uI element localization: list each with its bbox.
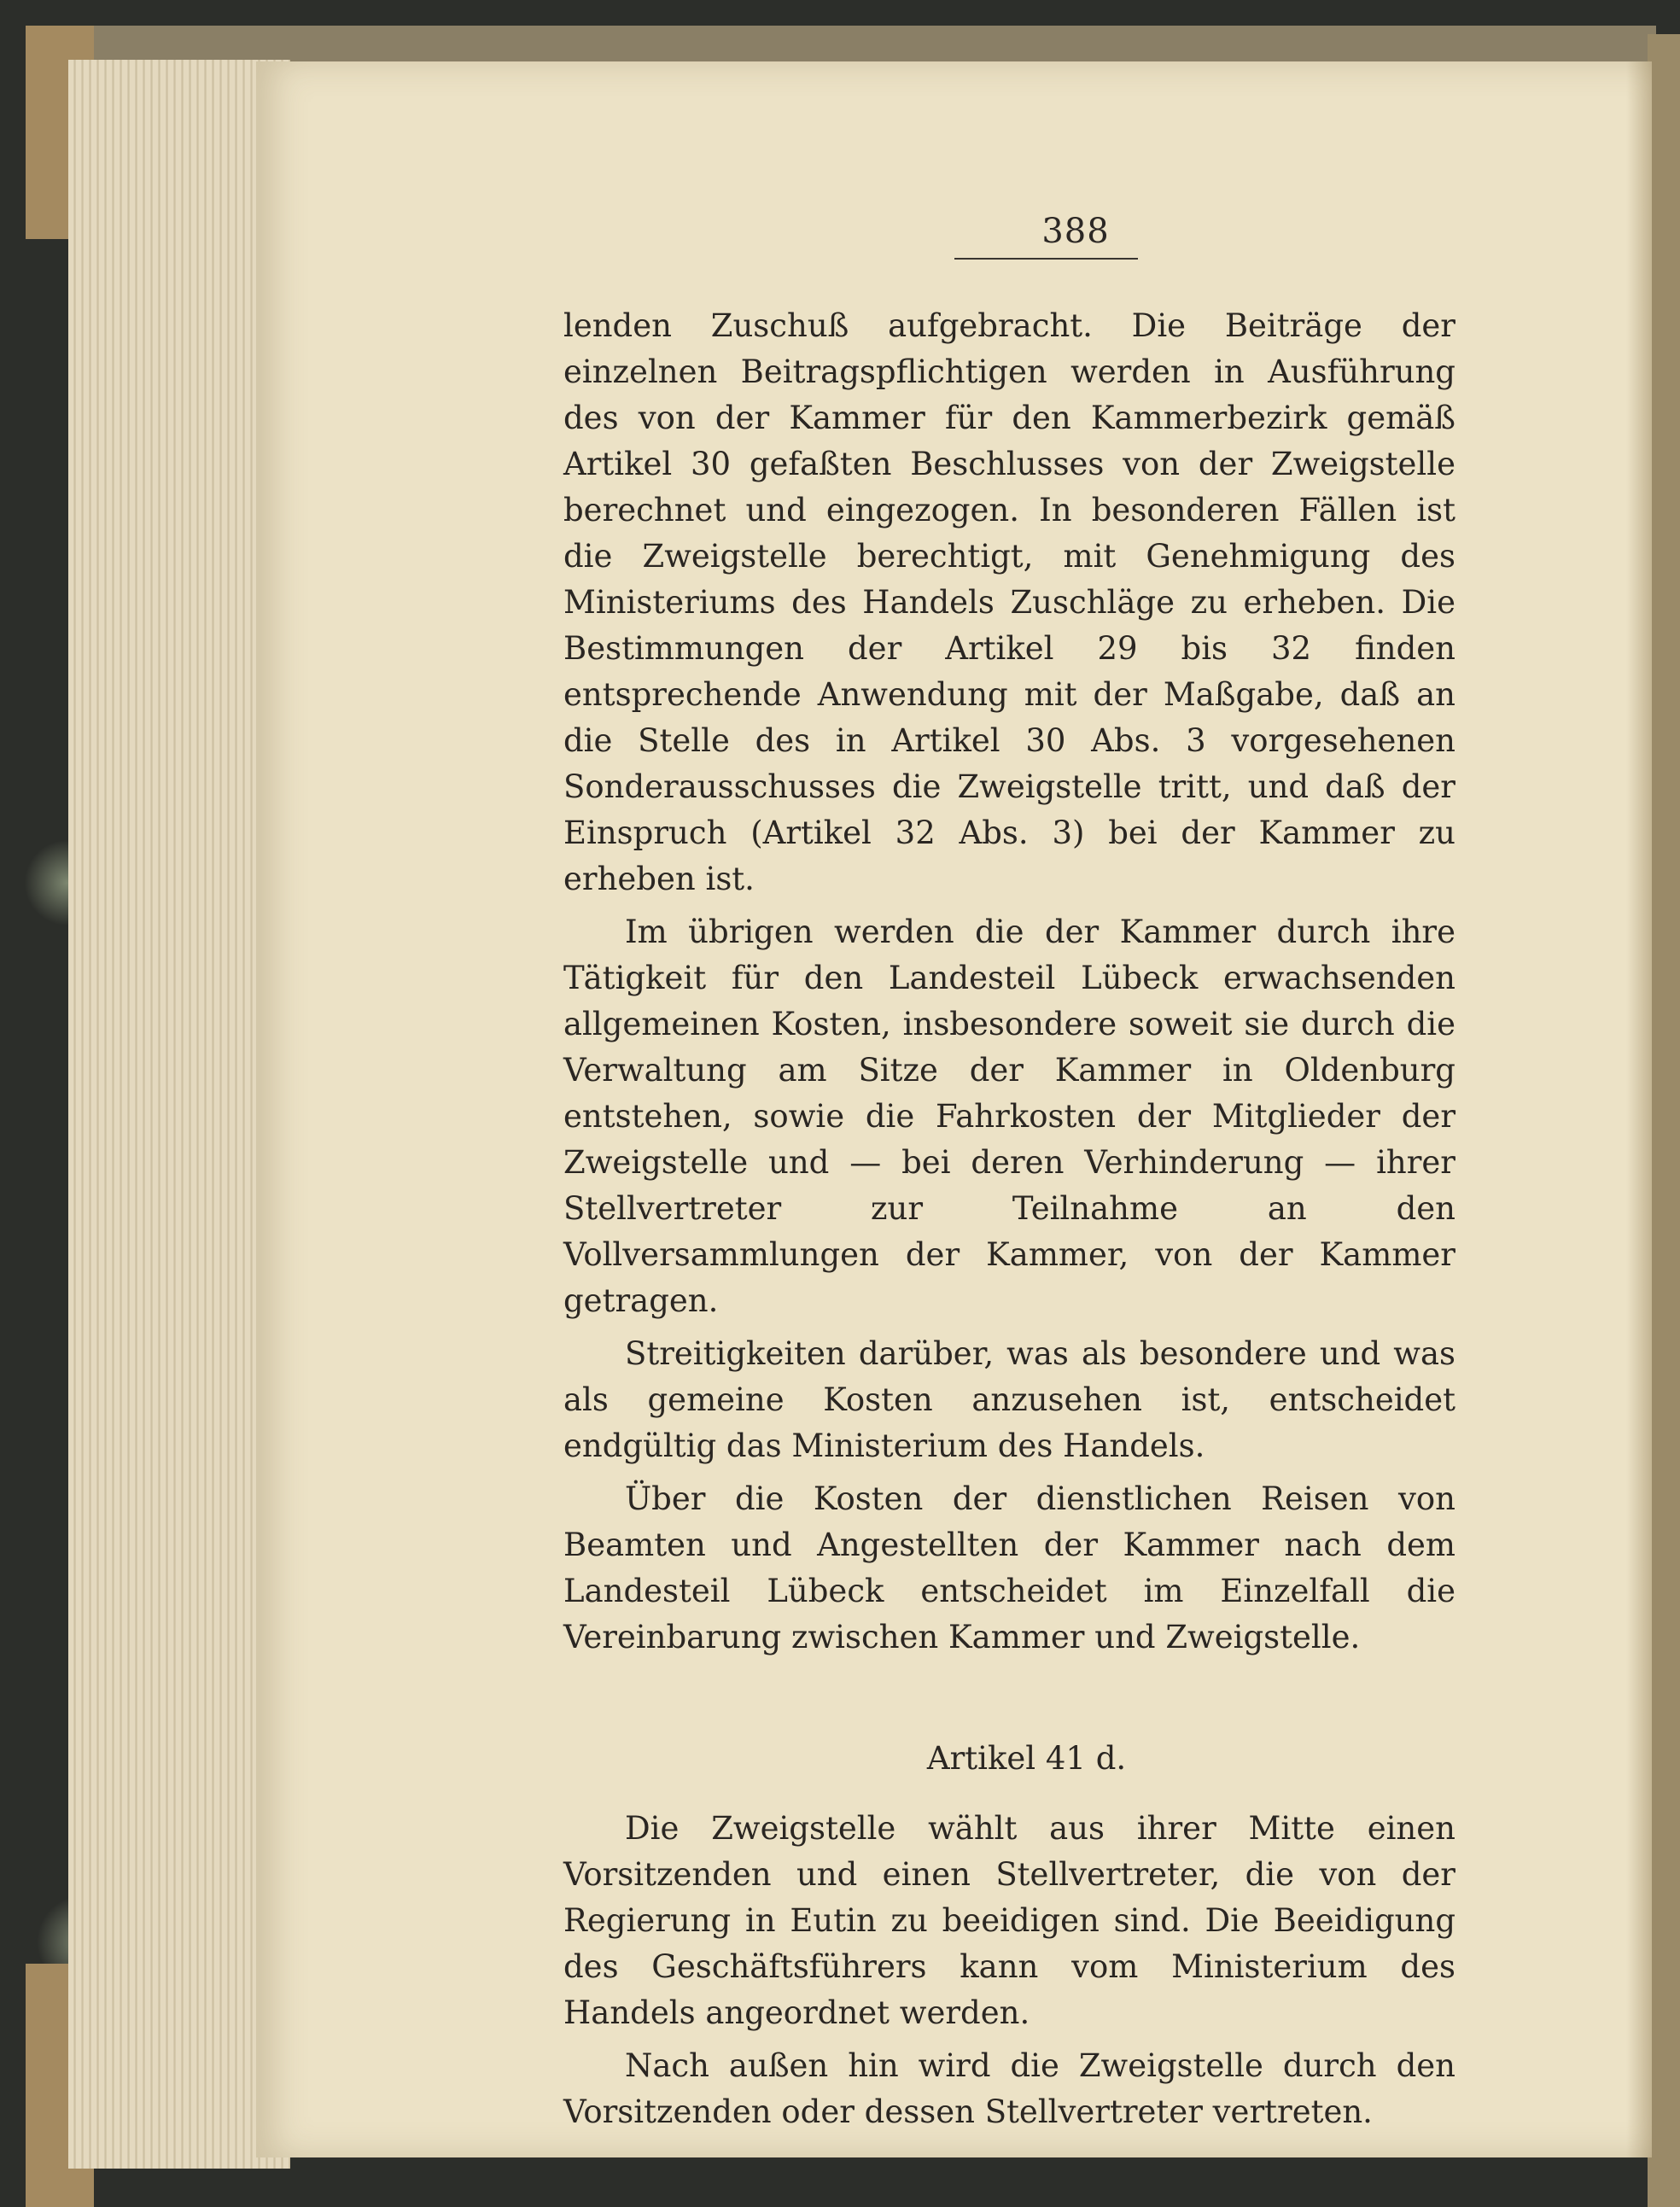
cover-edge-top bbox=[51, 26, 1656, 63]
paragraph: Im übrigen werden die der Kammer durch ihre Tätigkeit für den Landesteil Lübeck erwachsenden allgemeinen Kosten, insbesondere soweit sie durch die Verwaltung am Sitze der Kammer in Oldenburg entstehen, sowie die Fahrkosten der Mitglieder der Zweigstelle und — bei deren Verhinderung — ihrer Stellvertreter zur Teilnahme an den Vollversammlungen der Kammer, von der Kammer getragen. bbox=[563, 914, 1455, 1319]
article-heading: Artikel 41 d. bbox=[926, 1740, 1127, 1777]
paragraph: Streitigkeiten darüber, was als besondere und was als gemeine Kosten anzusehen ist, entscheidet endgültig das Ministerium des Handels. bbox=[563, 1335, 1455, 1464]
page-shadow bbox=[1626, 61, 1652, 2157]
page-text bbox=[563, 303, 1455, 2135]
paragraph: Nach außen hin wird die Zweigstelle durch den Vorsitzenden oder dessen Stellvertreter vertreten. bbox=[563, 2047, 1455, 2130]
page-number-rule bbox=[954, 258, 1138, 260]
page-number: 388 bbox=[1041, 212, 1110, 251]
paragraph: Über die Kosten der dienstlichen Reisen von Beamten und Angestellten der Kammer nach dem Landesteil Lübeck entscheidet im Einzelfall die Vereinbarung zwischen Kammer und Zweigstelle. bbox=[563, 1480, 1455, 1655]
cover-edge-right bbox=[1648, 34, 1680, 2207]
paragraph: Die Zweigstelle wählt aus ihrer Mitte einen Vorsitzenden und einen Stellvertreter, die von der Regierung in Eutin zu beeidigen sind. Die Beeidigung des Geschäftsführers kann vom Ministerium des Handels angeordnet werden. bbox=[563, 1810, 1455, 2031]
paragraph: lenden Zuschuß aufgebracht. Die Beiträge der einzelnen Beitragspflichtigen werden in Ausführung des von der Kammer für den Kammerbezirk gemäß Artikel 30 gefaßten Beschlusses von der Zweigstelle berechnet und eingezogen. In besonderen Fällen ist die Zweigstelle berechtigt, mit Genehmigung des Ministeriums des Handels Zuschläge zu erheben. Die Bestimmungen der Artikel 29 bis 32 finden entsprechende Anwendung mit der Maßgabe, daß an die Stelle des in Artikel 30 Abs. 3 vorgesehenen Sonderausschusses die Zweigstelle tritt, und daß der Einspruch (Artikel 32 Abs. 3) bei der Kammer zu erheben ist. bbox=[563, 307, 1455, 897]
